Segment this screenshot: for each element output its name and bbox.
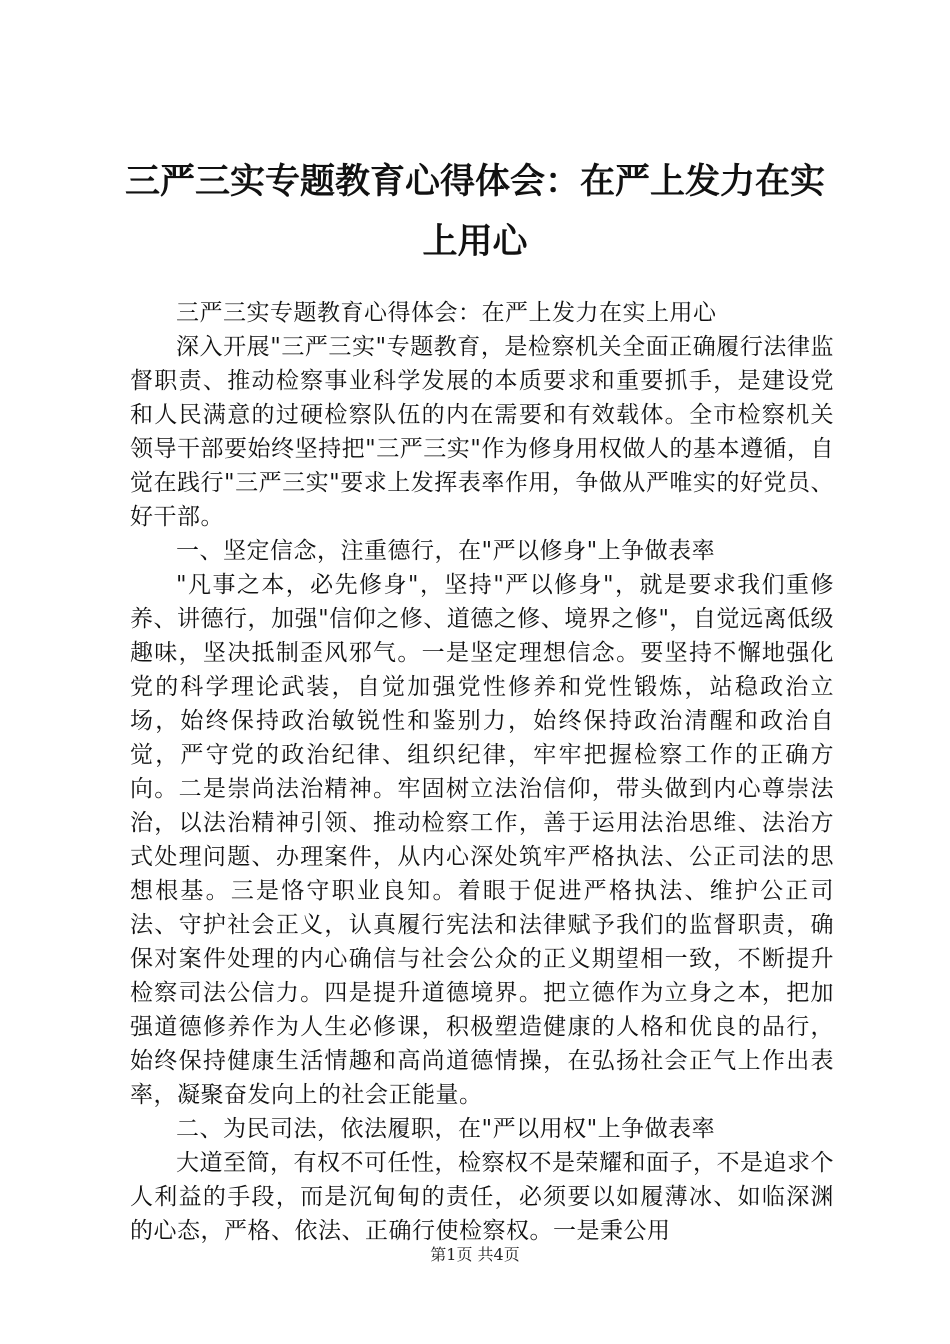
- section-heading-2: 二、为民司法，依法履职，在"严以用权"上争做表率: [176, 1116, 716, 1142]
- paragraph-subtitle: 三严三实专题教育心得体会：在严上发力在实上用心: [176, 300, 717, 326]
- section-heading-1: 一、坚定信念，注重德行，在"严以修身"上争做表率: [176, 538, 716, 564]
- paragraph-section-1: "凡事之本，必先修身"，坚持"严以修身"，就是要求我们重修养、讲德行，加强"信仰之修、道德之修、境界之修"，自觉远离低级趣味，坚决抵制歪风邪气。一是坚定理想信念。要坚持不懈地强化党的科学理论武装，自觉加强党性修养和党性锻炼，站稳政治立场，始终保持政治敏锐性和鉴别力，始终保持政治清醒和政治自觉，严守党的政治纪律、组织纪律，牢牢把握检察工作的正确方向。二是崇尚法治精神。牢固树立法治信仰，带头做到内心尊崇法治，以法治精神引领、推动检察工作，善于运用法治思维、法治方式处理问题、办理案件，从内心深处筑牢严格执法、公正司法的思想根基。三是恪守职业良知。着眼于促进严格执法、维护公正司法、守护社会正义，认真履行宪法和法律赋予我们的监督职责，确保对案件处理的内心确信与社会公众的正义期望相一致，不断提升检察司法公信力。四是提升道德境界。把立德作为立身之本，把加强道德修养作为人生必修课，积极塑造健康的人格和优良的品行，始终保持健康生活情趣和高尚道德情操，在弘扬社会正气上作出表率，凝聚奋发向上的社会正能量。: [130, 572, 834, 1108]
- document-title-line-1: 三严三实专题教育心得体会：在严上发力在实: [124, 162, 825, 202]
- paragraph-intro: 深入开展"三严三实"专题教育，是检察机关全面正确履行法律监督职责、推动检察事业科学发展的本质要求和重要抓手，是建设党和人民满意的过硬检察队伍的内在需要和有效载体。全市检察机关领导干部要始终坚持把"三严三实"作为修身用权做人的基本遵循，自觉在践行"三严三实"要求上发挥表率作用，争做从严唯实的好党员、好干部。: [130, 334, 834, 530]
- document-title-line-2: 上用心: [422, 222, 528, 262]
- document-body: [130, 296, 834, 1248]
- page-footer: 第1页 共4页: [430, 1245, 520, 1264]
- paragraph-section-2: 大道至简，有权不可任性，检察权不是荣耀和面子，不是追求个人利益的手段，而是沉甸甸的责任，必须要以如履薄冰、如临深渊的心态，严格、依法、正确行使检察权。一是秉公用: [130, 1150, 834, 1244]
